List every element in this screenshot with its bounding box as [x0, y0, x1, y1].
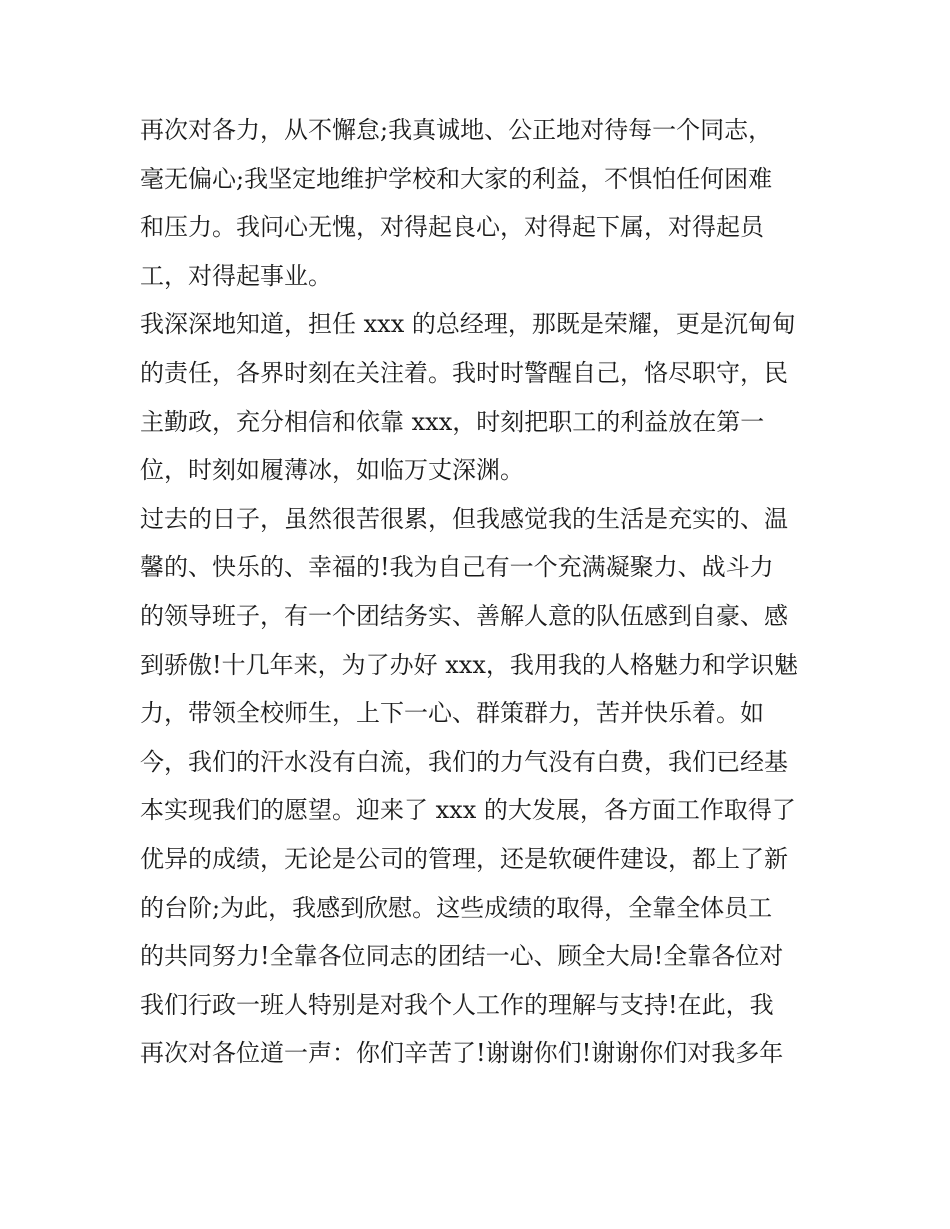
text-line: 的共同努力!全靠各位同志的团结一心、顾全大局!全靠各位对 [140, 942, 784, 971]
text-line: 位，时刻如履薄冰，如临万丈深渊。 [140, 456, 524, 485]
text-line: 优异的成绩，无论是公司的管理，还是软硬件建设，都上了新 [140, 844, 788, 873]
text-line: 主勤政，充分相信和依靠 xxx，时刻把职工的利益放在第一 [140, 407, 765, 436]
text-line: 过去的日子，虽然很苦很累，但我感觉我的生活是充实的、温 [140, 504, 788, 533]
text-line: 到骄傲!十几年来，为了办好 xxx，我用我的人格魅力和学识魅 [140, 650, 798, 679]
text-line: 的责任，各界时刻在关注着。我时时警醒自己，恪尽职守，民 [140, 358, 788, 387]
text-line: 馨的、快乐的、幸福的!我为自己有一个充满凝聚力、战斗力 [140, 553, 774, 582]
body-text [140, 106, 820, 1078]
text-line: 再次对各位道一声：你们辛苦了!谢谢你们!谢谢你们对我多年 [140, 1039, 784, 1068]
text-line: 的台阶;为此，我感到欣慰。这些成绩的取得，全靠全体员工 [140, 893, 773, 922]
text-line: 我深深地知道，担任 xxx 的总经理，那既是荣耀，更是沉甸甸 [140, 310, 796, 339]
text-line: 本实现我们的愿望。迎来了 xxx 的大发展，各方面工作取得了 [140, 796, 796, 825]
text-line: 的领导班子，有一个团结务实、善解人意的队伍感到自豪、感 [140, 601, 788, 630]
text-line: 和压力。我问心无愧，对得起良心，对得起下属，对得起员 [140, 213, 764, 242]
text-line: 再次对各力，从不懈怠;我真诚地、公正地对待每一个同志， [140, 116, 773, 144]
text-line: 力，带领全校师生，上下一心、群策群力，苦并快乐着。如 [140, 699, 764, 728]
text-line: 工，对得起事业。 [140, 261, 332, 290]
text-line: 我们行政一班人特别是对我个人工作的理解与支持!在此，我 [140, 990, 774, 1019]
text-line: 今，我们的汗水没有白流，我们的力气没有白费，我们已经基 [140, 747, 788, 776]
text-line: 毫无偏心;我坚定地维护学校和大家的利益，不惧怕任何困难 [140, 164, 773, 193]
